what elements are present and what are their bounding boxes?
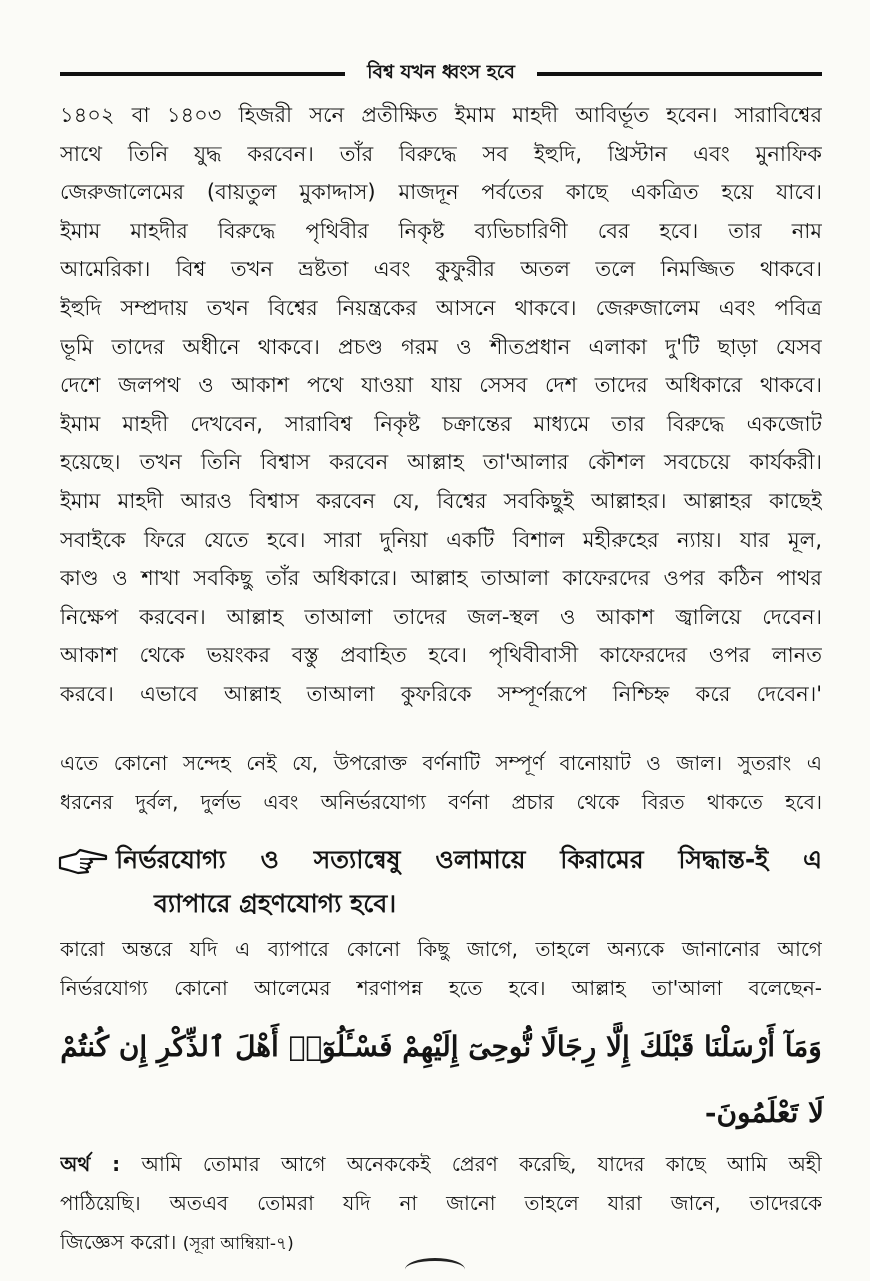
paragraph-2	[60, 744, 822, 821]
meaning-text: জিজ্ঞেস করো।	[60, 1230, 177, 1254]
quran-verse-line-1: وَمَآ أَرْسَلْنَا قَبْلَكَ إِلَّا رِجَالًا نُّوحِىٓ إِلَيْهِمْ فَسْـَٔلُوٓا۟ أَهْلَ ٱلذِّكْرِ إِن كُنتُمْ	[60, 1030, 822, 1063]
meaning-text: আমি তোমার আগে অনেককেই প্রেরণ করেছি, যাদের কাছে আমি অহী	[141, 1152, 822, 1176]
surah-reference: (সূরা আম্বিয়া-৭)	[182, 1234, 294, 1254]
page-number-mark	[405, 1258, 465, 1281]
chapter-title: বিশ্ব যখন ধ্বংস হবে	[367, 61, 515, 83]
meaning-line	[60, 1145, 822, 1184]
text-line: করবে। এভাবে আল্লাহ তাআলা কুফরিকে সম্পূর্ণরূপে নিশ্চিহ্ন করে দেবেন।'	[60, 681, 822, 706]
text-line: আমেরিকা। বিশ্ব তখন ভ্রষ্টতা এবং কুফুরীর অতল তলে নিমজ্জিত থাকবে।	[60, 257, 822, 282]
paragraph-3	[60, 930, 822, 1007]
pointing-hand-icon	[58, 846, 108, 876]
quran-verse-line-2: لَا تَعْلَمُونَ-	[704, 1096, 824, 1129]
text-line: হয়েছে। তখন তিনি বিশ্বাস করবেন আল্লাহ তা'আলার কৌশল সবচেয়ে কার্যকরী।	[60, 450, 822, 475]
text-line: ইমাম মাহদী আরও বিশ্বাস করবেন যে, বিশ্বের সবকিছুই আল্লাহর। আল্লাহর কাছেই	[60, 488, 822, 513]
page-header	[60, 56, 822, 92]
meaning-line	[60, 1223, 822, 1262]
meaning-label: অর্থ :	[60, 1152, 121, 1176]
text-line: জেরুজালেমের (বায়তুল মুকাদ্দাস) মাজদূন পর্বতের কাছে একত্রিত হয়ে যাবে।	[60, 180, 822, 205]
text-line: ভূমি তাদের অধীনে থাকবে। প্রচণ্ড গরম ও শীতপ্রধান এলাকা দু'টি ছাড়া যেসব	[60, 334, 822, 359]
text-line: দেশে জলপথ ও আকাশ পথে যাওয়া যায় সেসব দেশ তাদের অধিকারে থাকবে।	[60, 373, 822, 398]
highlight-callout	[58, 838, 822, 928]
text-line: ইহুদি সম্প্রদায় তখন বিশ্বের নিয়ন্ত্রকের আসনে থাকবে। জেরুজালেম এবং পবিত্র	[60, 295, 822, 320]
header-rule-left	[60, 72, 345, 76]
text-line: এতে কোনো সন্দেহ নেই যে, উপরোক্ত বর্ণনাটি সম্পূর্ণ বানোয়াট ও জাল। সুতরাং এ	[60, 751, 822, 775]
paragraph-1	[60, 96, 822, 714]
text-line: সাথে তিনি যুদ্ধ করবেন। তাঁর বিরুদ্ধে সব ইহুদি, খ্রিস্টান এবং মুনাফিক	[60, 141, 822, 166]
text-line: নিক্ষেপ করবেন। আল্লাহ তাআলা তাদের জল-স্থল ও আকাশ জ্বালিয়ে দেবেন।	[60, 604, 822, 629]
text-line: সবাইকে ফিরে যেতে হবে। সারা দুনিয়া একটি বিশাল মহীরুহের ন্যায়। যার মূল,	[60, 527, 822, 552]
meaning-line: পাঠিয়েছি। অতএব তোমরা যদি না জানো তাহলে যারা জানে, তাদেরকে	[60, 1191, 822, 1215]
text-line: ইমাম মাহদী দেখবেন, সারাবিশ্ব নিকৃষ্ট চক্রান্তের মাধ্যমে তার বিরুদ্ধে একজোট	[60, 411, 822, 436]
text-line: ইমাম মাহদীর বিরুদ্ধে পৃথিবীর নিকৃষ্ট ব্যভিচারিণী বের হবে। তার নাম	[60, 218, 822, 243]
callout-line: ব্যাপারে গ্রহণযোগ্য হবে।	[154, 889, 397, 918]
callout-line: নির্ভরযোগ্য ও সত্যান্বেষু ওলামায়ে কিরামের সিদ্ধান্ত-ই এ	[116, 845, 822, 874]
verse-meaning	[60, 1145, 822, 1262]
text-line: কাণ্ড ও শাখা সবকিছু তাঁর অধিকারে। আল্লাহ তাআলা কাফেরদের ওপর কঠিন পাথর	[60, 566, 822, 591]
text-line: কারো অন্তরে যদি এ ব্যাপারে কোনো কিছু জাগে, তাহলে অন্যকে জানানোর আগে	[60, 937, 822, 961]
text-line: ধরনের দুর্বল, দুর্লভ এবং অনির্ভরযোগ্য বর্ণনা প্রচার থেকে বিরত থাকতে হবে।	[60, 789, 822, 814]
text-line: আকাশ থেকে ভয়ংকর বস্তু প্রবাহিত হবে। পৃথিবীবাসী কাফেরদের ওপর লানত	[60, 643, 822, 668]
text-line: নির্ভরযোগ্য কোনো আলেমের শরণাপন্ন হতে হবে। আল্লাহ তা'আলা বলেছেন-	[60, 975, 822, 1000]
header-rule-right	[537, 72, 822, 76]
text-line: ১৪০২ বা ১৪০৩ হিজরী সনে প্রতীক্ষিত ইমাম মাহদী আবির্ভূত হবেন। সারাবিশ্বের	[60, 103, 822, 127]
